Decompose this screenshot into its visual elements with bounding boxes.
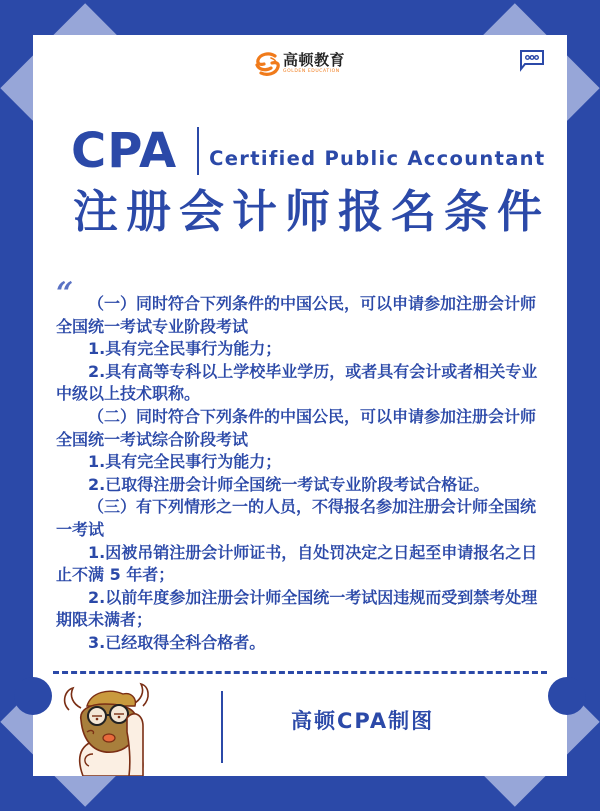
paragraph: 2.具有高等专科以上学校毕业学历，或者具有会计或者相关专业中级以上技术职称。	[56, 361, 538, 404]
ticket-notch-right	[548, 677, 586, 715]
bull-mascot-icon	[57, 680, 169, 776]
paragraph: 1.具有完全民事行为能力；	[88, 339, 282, 359]
cpa-abbr-title: CPA	[71, 123, 178, 179]
footer-credit-label: 高顿CPA制图	[291, 709, 435, 733]
paragraph: （一）同时符合下列条件的中国公民，可以申请参加注册会计师全国统一考试专业阶段考试	[56, 294, 537, 336]
logo-name-en: GOLDEN EDUCATION	[283, 69, 340, 75]
requirements-body	[56, 293, 546, 655]
cpa-full-name: Certified Public Accountant	[209, 146, 546, 170]
title-divider	[197, 127, 199, 175]
golden-education-logo-icon	[255, 51, 281, 77]
paragraph: 2.已取得注册会计师全国统一考试专业阶段考试合格证。	[88, 474, 490, 494]
paragraph: （三）有下列情形之一的人员，不得报名参加注册会计师全国统一考试	[56, 497, 537, 539]
page-title: 注册会计师报名条件	[73, 185, 551, 238]
ticket-notch-left	[14, 677, 52, 715]
paragraph: 1.具有完全民事行为能力；	[88, 452, 282, 472]
poster-card	[33, 35, 567, 776]
title-row	[71, 123, 546, 179]
paragraph: 1.因被吊销注册会计师证书，自处罚决定之日起至申请报名之日止不满 5 年者；	[56, 542, 538, 585]
brand-logo	[255, 48, 345, 80]
paragraph: 3.已经取得全科合格者。	[88, 632, 266, 652]
paragraph: 2.以前年度参加注册会计师全国统一考试因违规而受到禁考处理期限未满者；	[56, 587, 538, 630]
paragraph: （二）同时符合下列条件的中国公民，可以申请参加注册会计师全国统一考试综合阶段考试	[56, 406, 537, 449]
quote-icon: “	[56, 276, 74, 311]
chat-bubble-icon[interactable]	[519, 49, 545, 73]
logo-name-cn: 高顿教育	[283, 51, 346, 70]
footer-divider	[221, 691, 223, 763]
dashed-divider	[53, 671, 547, 674]
